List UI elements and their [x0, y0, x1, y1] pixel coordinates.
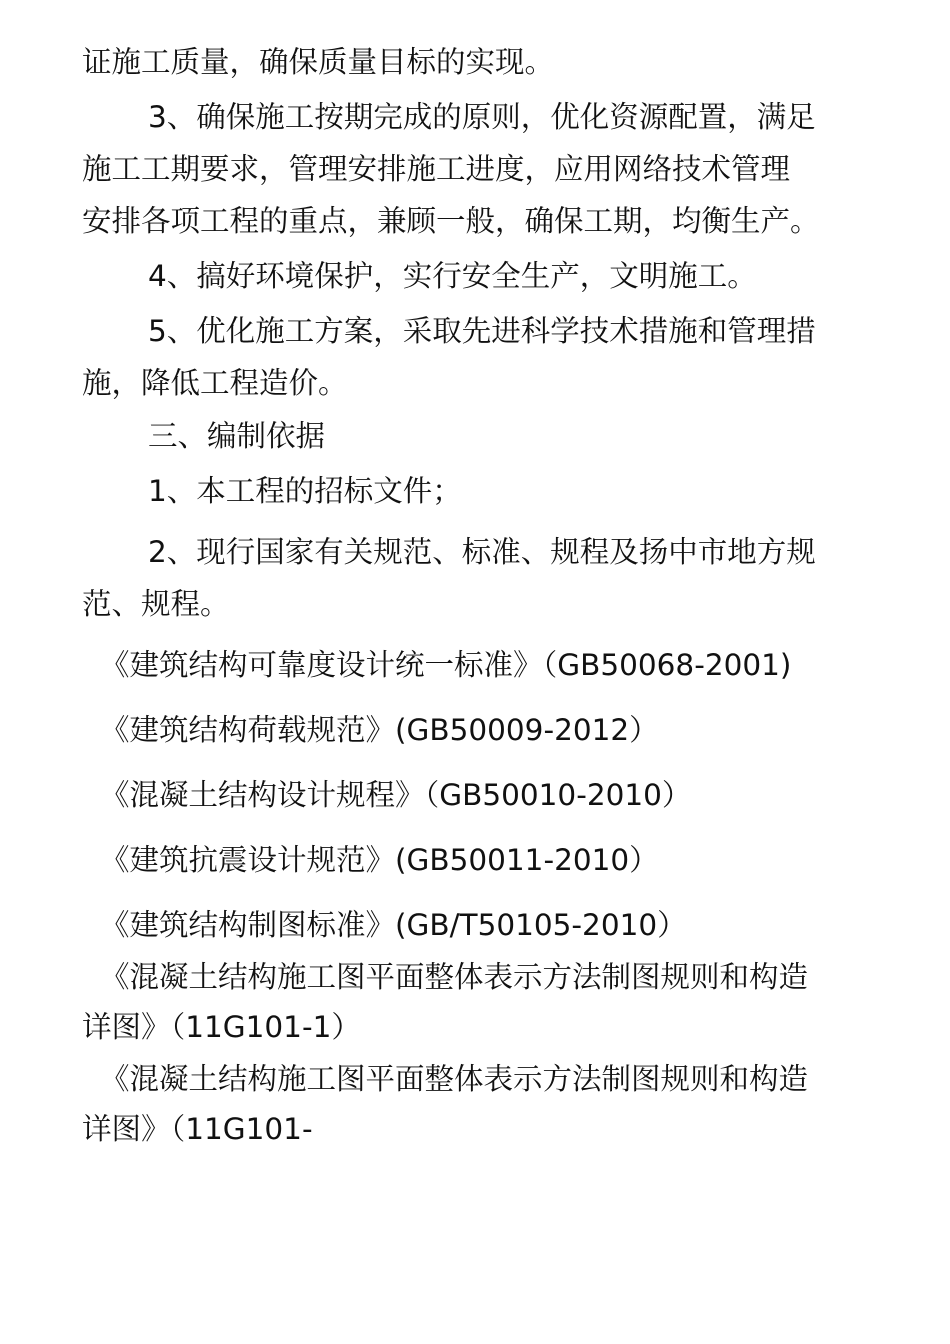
standard-reference-4: 《建筑抗震设计规范》(GB50011-2010） — [100, 843, 659, 877]
standard-reference-1: 《建筑结构可靠度设计统一标准》（GB50068-2001) — [100, 648, 792, 682]
standard-reference-2: 《建筑结构荷载规范》(GB50009-2012） — [100, 713, 659, 747]
paragraph-line-10: 2、现行国家有关规范、标准、规程及扬中市地方规 — [148, 535, 816, 569]
paragraph-line-4: 安排各项工程的重点，兼顾一般，确保工期，均衡生产。 — [82, 204, 820, 238]
standard-reference-7: 《混凝土结构施工图平面整体表示方法制图规则和构造 — [100, 1062, 809, 1096]
paragraph-line-3: 施工工期要求，管理安排施工进度，应用网络技术管理 — [82, 152, 791, 186]
standard-reference-7-cont: 详图》（11G101- — [82, 1112, 313, 1146]
standard-reference-3: 《混凝土结构设计规程》（GB50010-2010） — [100, 778, 692, 812]
paragraph-line-6: 5、优化施工方案，采取先进科学技术措施和管理措 — [148, 314, 816, 348]
standard-reference-6-cont: 详图》（11G101-1） — [82, 1010, 361, 1044]
paragraph-line-11: 范、规程。 — [82, 587, 230, 621]
paragraph-line-9: 1、本工程的招标文件； — [148, 474, 462, 508]
paragraph-line-7: 施，降低工程造价。 — [82, 366, 348, 400]
standard-reference-6: 《混凝土结构施工图平面整体表示方法制图规则和构造 — [100, 960, 809, 994]
section-heading: 三、编制依据 — [148, 419, 326, 453]
paragraph-line-2: 3、确保施工按期完成的原则，优化资源配置，满足 — [148, 100, 816, 134]
standard-reference-5: 《建筑结构制图标准》(GB/T50105-2010） — [100, 908, 687, 942]
paragraph-line-5: 4、搞好环境保护，实行安全生产，文明施工。 — [148, 259, 757, 293]
paragraph-line-1: 证施工质量，确保质量目标的实现。 — [82, 45, 555, 79]
